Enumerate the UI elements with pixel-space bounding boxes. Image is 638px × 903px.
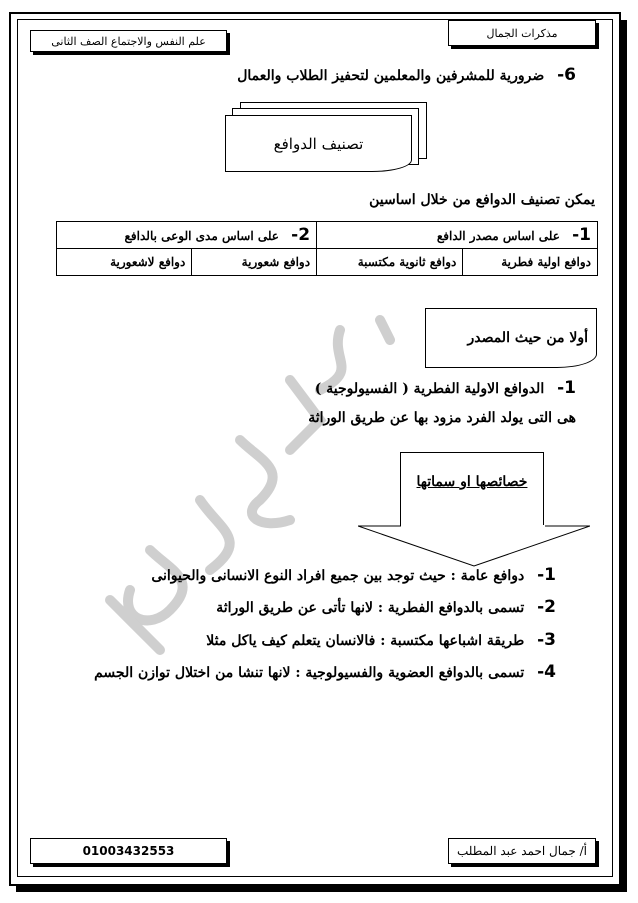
classification-title: تصنيف الدوافع [273,134,364,153]
list-item-number: 3- [537,630,556,650]
basis-1-label: على اساس مصدر الدافع [436,229,560,243]
basis-2-label: على اساس مدى الوعى بالدافع [124,229,279,243]
basis-2-cell [57,222,317,249]
subject-tag [30,30,227,52]
page-frame-shadow [16,886,627,892]
list-item-text: تسمى بالدوافع الفطرية : لانها تأتى عن طريق الوراثة [216,600,525,616]
primary-heading-text: الدوافع الاولية الفطرية ( الفسيولوجية ) [314,381,545,397]
point-6-number: 6- [557,65,576,85]
point-6-text: ضرورية للمشرفين والمعلمين لتحفيز الطلاب والعمال [237,68,545,84]
list-item-number: 4- [537,662,556,682]
table-cell: دوافع شعورية [192,249,317,276]
notes-brand-text: مذكرات الجمال [486,26,558,40]
author-tag [448,838,596,864]
phone-number: 01003432553 [82,844,175,858]
list-item-number: 1- [537,565,556,585]
list-item-text: طريقة اشباعها مكتسبة : فالانسان يتعلم كيف ياكل مثلا [206,633,525,649]
primary-definition: هى التى يولد الفرد مزود بها عن طريق الوراثة [308,410,576,426]
table-cell: دوافع اولية فطرية [463,249,598,276]
list-item-text: دوافع عامة : حيث توجد بين جميع افراد النوع الانسانى والحيوانى [151,568,525,584]
list-item [216,597,556,617]
section-badge [425,308,597,368]
basis-1-number: 1- [572,225,591,245]
list-item [206,630,556,650]
point-6 [237,65,576,85]
author-name: أ/ جمال احمد عبد المطلب [457,844,587,858]
basis-2-number: 2- [291,225,311,245]
table-row [57,249,598,276]
primary-heading [315,378,576,398]
list-item [94,662,556,682]
list-item-text: تسمى بالدوافع العضوية والفسيولوجية : لانها تنشا من اختلال توازن الجسم [94,665,525,681]
characteristics-label: خصائصها او سماتها [416,474,528,490]
down-arrow-head [358,525,590,567]
primary-number: 1- [557,378,576,398]
basis-1-cell [317,222,598,249]
notes-brand-tag [448,20,596,46]
classification-table [56,221,598,276]
table-row [57,222,598,249]
intro-text: يمكن تصنيف الدوافع من خلال اساسين [369,192,595,208]
table-cell: دوافع ثانوية مكتسبة [317,249,463,276]
table-cell: دوافع لاشعورية [57,249,192,276]
phone-tag [30,838,227,864]
subject-tag-text: علم النفس والاجتماع الصف الثانى [51,34,206,48]
list-item-number: 2- [537,597,556,617]
classification-title-card [225,115,412,172]
list-item [151,565,556,585]
page-frame-shadow [621,20,627,890]
section-badge-text: أولا من حيث المصدر [467,330,588,346]
